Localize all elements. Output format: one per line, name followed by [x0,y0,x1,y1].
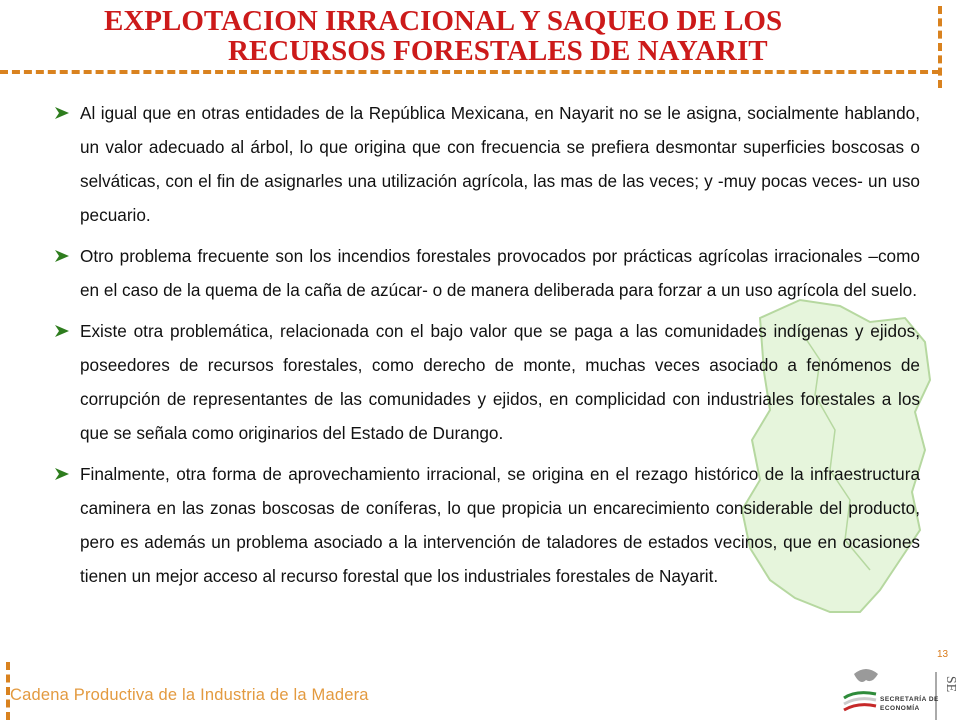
top-dashed-rule [0,70,940,74]
title-line-2: RECURSOS FORESTALES DE NAYARIT [228,35,768,67]
logo-text-line-2: ECONOMÍA [880,705,920,712]
list-item [54,239,920,307]
arrow-bullet-icon [54,324,70,338]
title-line-1: EXPLOTACION IRRACIONAL Y SAQUEO DE LOS [104,5,783,37]
list-item [54,314,920,450]
slide-title [0,6,960,66]
arrow-bullet-icon [54,249,70,263]
bullet-text: Al igual que en otras entidades de la República Mexicana, en Nayarit no se le asigna, socialmente hablando, un valor adecuado al árbol, lo que origina que con frecuencia se prefiera desmontar superficies boscosas o selváticas, con el fin de asignarles una utilización agrícola, las mas de las veces; y -muy pocas veces- un uso pecuario. [80,103,920,225]
bullet-text: Otro problema frecuente son los incendios forestales provocados por prácticas agrícolas irracionales –como en el caso de la quema de la caña de azúcar- o de manera deliberada para forzar a un uso agrícola del suelo. [80,246,920,300]
list-item [54,96,920,232]
arrow-bullet-icon [54,467,70,481]
list-item [54,457,920,593]
logo-text-line-1: SECRETARÍA DE [880,696,939,703]
bullet-text: Existe otra problemática, relacionada con el bajo valor que se paga a las comunidades indígenas y ejidos, poseedores de recursos forestales, como derecho de monte, muchas veces asociado a fenómenos de corrupción de representantes de las comunidades y ejidos, en complicidad con industriales forestales a los que se señala como originarios del Estado de Durango. [80,321,920,443]
arrow-bullet-icon [54,106,70,120]
bullet-list [54,96,920,600]
page-number: 13 [937,649,949,660]
footer-caption: Cadena Productiva de la Industria de la Madera [10,686,369,704]
bullet-text: Finalmente, otra forma de aprovechamiento irracional, se origina en el rezago histórico de la infraestructura caminera en las zonas boscosas de coníferas, lo que propicia un encarecimiento considerable del producto, pero es además un problema asociado a la intervención de taladores de estados vecinos, que en ocasiones tienen un mejor acceso al recurso forestal que los industriales forestales de Nayarit. [80,464,920,586]
right-dashed-rule [938,6,942,88]
logo-mark: SE [943,675,959,693]
